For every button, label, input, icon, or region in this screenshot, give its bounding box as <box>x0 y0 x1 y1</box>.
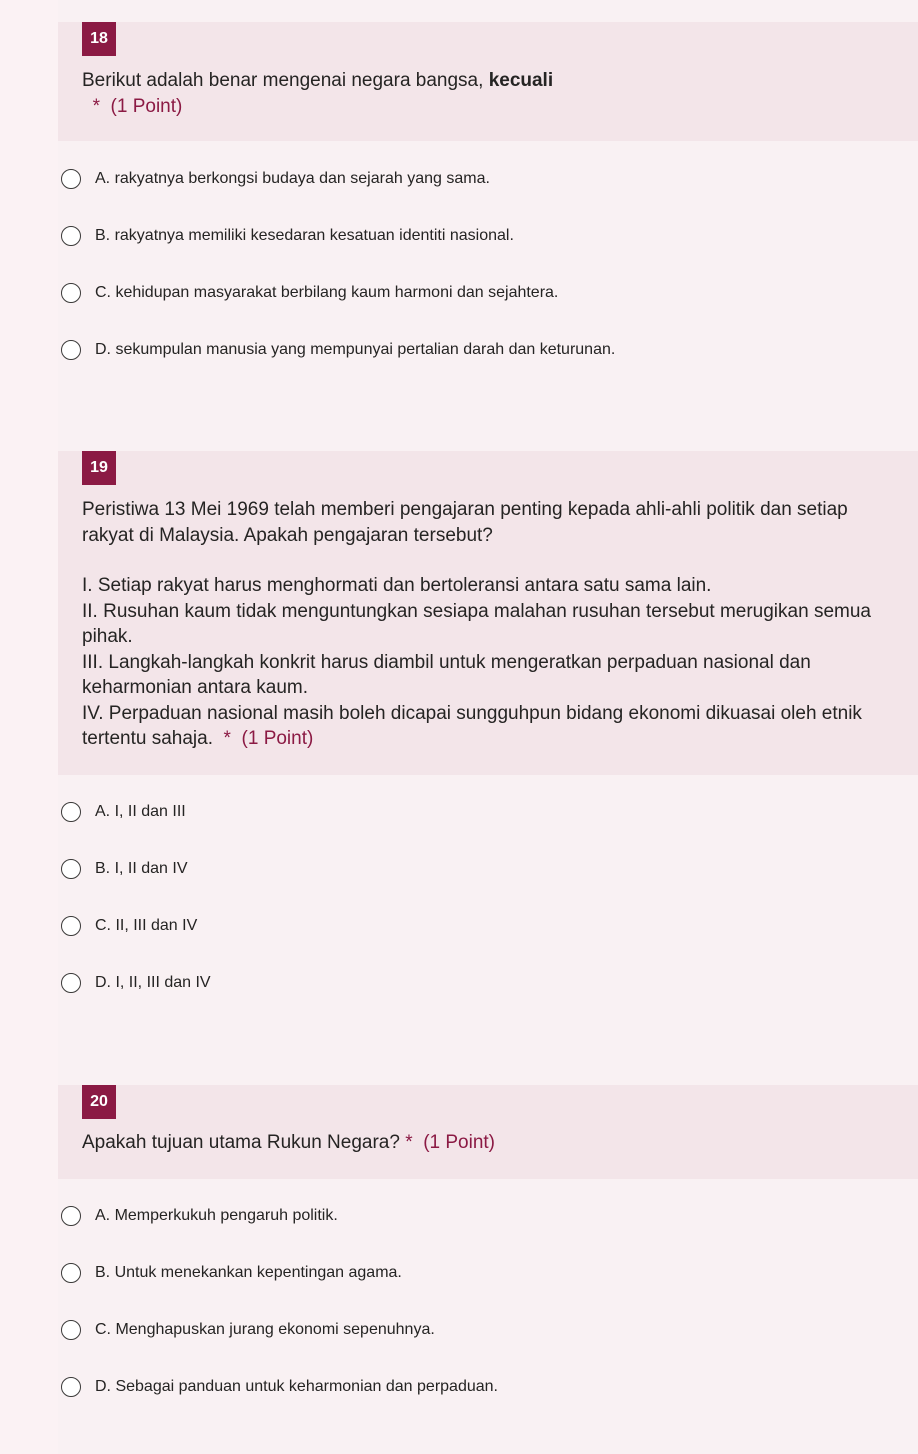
option-20-b[interactable]: B. Untuk menekankan kepentingan agama. <box>61 1260 402 1286</box>
question-19-header <box>58 451 918 775</box>
radio-button[interactable] <box>61 1377 81 1397</box>
required-mark: * <box>405 1132 413 1153</box>
question-18 <box>58 22 918 358</box>
option-18-b[interactable]: B. rakyatnya memiliki kesedaran kesatuan identiti nasional. <box>61 223 514 249</box>
option-19-a[interactable]: A. I, II dan III <box>61 799 186 825</box>
question-19 <box>58 451 918 991</box>
question-19-text: Peristiwa 13 Mei 1969 telah memberi pengajaran penting kepada ahli-ahli politik dan setiap rakyat di Malaysia. Apakah pengajaran tersebut? I. Setiap rakyat harus menghormati dan bertoleransi antara satu sama lain. II. Rusuhan kaum tidak menguntungkan sesiapa malahan rusuhan tersebut merugikan semua pihak. III. Langkah-langkah konkrit harus diambil untuk mengeratkan perpaduan nasional dan keharmonian antara kaum. IV. Perpaduan nasional masih boleh dicapai sungguhpun bidang ekonomi dikuasai oleh etnik tertentu sahaja. * (1 Point) <box>82 499 871 749</box>
radio-button[interactable] <box>61 916 81 936</box>
question-20-header <box>58 1085 918 1179</box>
radio-button[interactable] <box>61 283 81 303</box>
radio-button[interactable] <box>61 802 81 822</box>
option-18-a[interactable]: A. rakyatnya berkongsi budaya dan sejarah yang sama. <box>61 166 490 192</box>
question-18-text: Berikut adalah benar mengenai negara bangsa, kecuali * (1 Point) <box>82 70 554 117</box>
option-18-d[interactable]: D. sekumpulan manusia yang mempunyai pertalian darah dan keturunan. <box>61 337 615 363</box>
required-mark: * <box>223 728 231 749</box>
option-20-d[interactable]: D. Sebagai panduan untuk keharmonian dan perpaduan. <box>61 1374 498 1400</box>
question-number-badge: 20 <box>82 1085 116 1119</box>
points-label: (1 Point) <box>110 95 183 117</box>
radio-button[interactable] <box>61 226 81 246</box>
option-20-c[interactable]: C. Menghapuskan jurang ekonomi sepenuhnya. <box>61 1317 435 1343</box>
required-mark: * <box>92 95 100 117</box>
radio-button[interactable] <box>61 973 81 993</box>
question-20 <box>58 1085 918 1395</box>
question-number-badge: 19 <box>82 451 116 485</box>
quiz-form <box>58 0 918 1454</box>
option-19-c[interactable]: C. II, III dan IV <box>61 913 197 939</box>
radio-button[interactable] <box>61 1263 81 1283</box>
question-number-badge: 18 <box>82 22 116 56</box>
question-20-text: Apakah tujuan utama Rukun Negara? * (1 Point) <box>82 1132 495 1153</box>
question-18-header <box>58 22 918 141</box>
radio-button[interactable] <box>61 859 81 879</box>
radio-button[interactable] <box>61 340 81 360</box>
points-label: (1 Point) <box>241 728 314 749</box>
option-18-c[interactable]: C. kehidupan masyarakat berbilang kaum harmoni dan sejahtera. <box>61 280 558 306</box>
option-19-b[interactable]: B. I, II dan IV <box>61 856 188 882</box>
radio-button[interactable] <box>61 1320 81 1340</box>
option-19-d[interactable]: D. I, II, III dan IV <box>61 970 211 996</box>
points-label: (1 Point) <box>423 1132 495 1153</box>
radio-button[interactable] <box>61 169 81 189</box>
radio-button[interactable] <box>61 1206 81 1226</box>
option-20-a[interactable]: A. Memperkukuh pengaruh politik. <box>61 1203 338 1229</box>
